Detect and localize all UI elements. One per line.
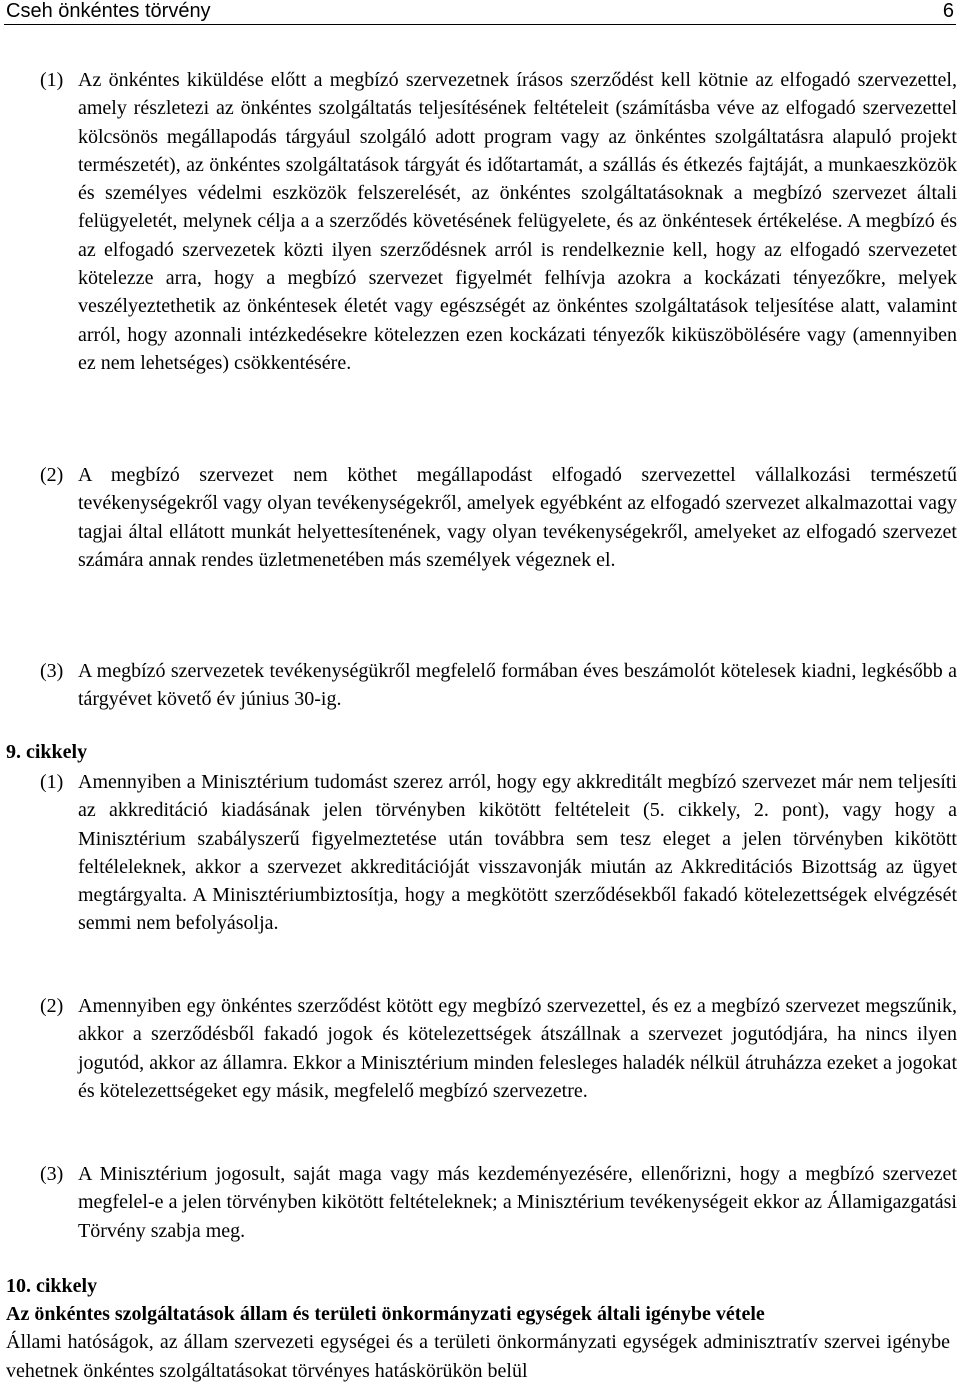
paragraph-text: A megbízó szervezet nem köthet megállapodást elfogadó szervezettel vállalkozási természetű tevékenységekről vagy olyan tevékenységekről, amelyek egyébként az elfogadó szervezet alkalmazottai vagy tagjai által ellátott munkát helyettesítenének, vagy olyan tevékenységekről, amelyeket az elfogadó szervezet számára annak rendes üzletmenetében más személyek végeznek el. xyxy=(78,464,957,571)
paragraph-marker: (3) xyxy=(40,1163,64,1185)
section10-text: Állami hatóságok, az állam szervezeti egységei és a területi önkormányzati egységek adminisztratív szervei igénybe vehetnek önkéntes szolgáltatásokat törvényes hatáskörükön belül xyxy=(6,1331,950,1382)
paragraph-text: Amennyiben egy önkéntes szerződést kötött egy megbízó szervezettel, és ez a megbízó szervezet megszűnik, akkor a szerződésből fakadó jogok és kötelezettségek átszállnak a szervezet jogutódjára, ha nincs ilyen jogutód, akkor az államra. Ekkor a Minisztérium minden felesleges haladék nélkül átruházza ezeket a jogokat és kötelezettségeket egy másik, megfelelő megbízó szervezetre. xyxy=(78,995,957,1102)
paragraph-marker: (2) xyxy=(40,464,64,486)
section9-paragraph-3 xyxy=(40,1160,957,1245)
section9-paragraph-2 xyxy=(40,992,957,1105)
paragraph-marker: (3) xyxy=(40,660,64,682)
section8-paragraph-2 xyxy=(40,461,957,574)
section9-paragraph-1 xyxy=(40,768,957,938)
paragraph-text: Az önkéntes kiküldése előtt a megbízó szervezetnek írásos szerződést kell kötnie az elfogadó szervezettel, amely részletezi az önkéntes szolgáltatás teljesítésének feltételeit (számításba véve az elfogadó szervezettel kölcsönös megállapodás tárgyául szolgáló adott program vagy az önkéntes szolgáltatásra alapuló projekt természetét), az önkéntes szolgáltatások tárgyát és időtartamát, a szállás és étkezés fajtáját, a munkaeszközök és személyes védelmi eszközök felszerelését, az önkéntes szolgáltatásoknak a megbízó szervezet általi felügyeletét, melynek célja a a szerződés követésének felügyelete, és az önkéntesek értékelése. A megbízó és az elfogadó szervezetek közti ilyen szerződésnek arról is rendelkeznie kell, hogy az elfogadó szervezetet kötelezze arra, hogy a megbízó szervezet figyelmét felhívja azokra a kockázati tényezőkre, melyek veszélyeztethetik az önkéntesek életét vagy egészségét az önkéntes szolgáltatások teljesítése alatt, valamint arról, hogy azonnali intézkedésekre kötelezzen ezen kockázati tényezők kiküszöbölésére vagy (amennyiben ez nem lehetséges) csökkentésére. xyxy=(78,69,957,374)
section10-subheading: Az önkéntes szolgáltatások állam és területi önkormányzati egységek általi igénybe vétele xyxy=(6,1303,765,1325)
section9-heading: 9. cikkely xyxy=(6,741,88,763)
paragraph-marker: (1) xyxy=(40,69,64,91)
paragraph-text: A megbízó szervezetek tevékenységükről megfelelő formában éves beszámolót kötelesek kiadni, legkésőbb a tárgyévet követő év június 30-ig. xyxy=(78,660,957,711)
paragraph-text: A Minisztérium jogosult, saját maga vagy más kezdeményezésére, ellenőrizni, hogy a megbízó szervezet megfelel-e a jelen törvényben kikötött feltételeknek; a Minisztérium tevékenységeit ekkor az Államigazgatási Törvény szabja meg. xyxy=(78,1163,957,1242)
page-number: 6 xyxy=(942,0,954,22)
paragraph-marker: (1) xyxy=(40,771,64,793)
section8-paragraph-1 xyxy=(40,66,957,377)
section8-paragraph-3 xyxy=(40,657,957,714)
paragraph-text: Amennyiben a Minisztérium tudomást szerez arról, hogy egy akkreditált megbízó szervezet már nem teljesíti az akkreditáció kiadásának jelen törvényben kikötött feltételeit (5. cikkely, 2. pont), vagy hogy a Minisztérium szabályszerű figyelmeztetése után továbbra sem tesz eleget a jelen törvényben kikötött feltéleleknek, akkor a szervezet akkreditációját visszavonják miután az Akkreditációs Bizottság az ügyet megtárgyalta. A Minisztériumbiztosítja, hogy a megkötött szerződésekből fakadó kötelezettségek elvégzését semmi nem befolyásolja. xyxy=(78,771,957,935)
paragraph-marker: (2) xyxy=(40,995,64,1017)
document-title: Cseh önkéntes törvény xyxy=(6,0,211,22)
page-header xyxy=(4,0,956,25)
section10-heading: 10. cikkely xyxy=(6,1275,98,1297)
